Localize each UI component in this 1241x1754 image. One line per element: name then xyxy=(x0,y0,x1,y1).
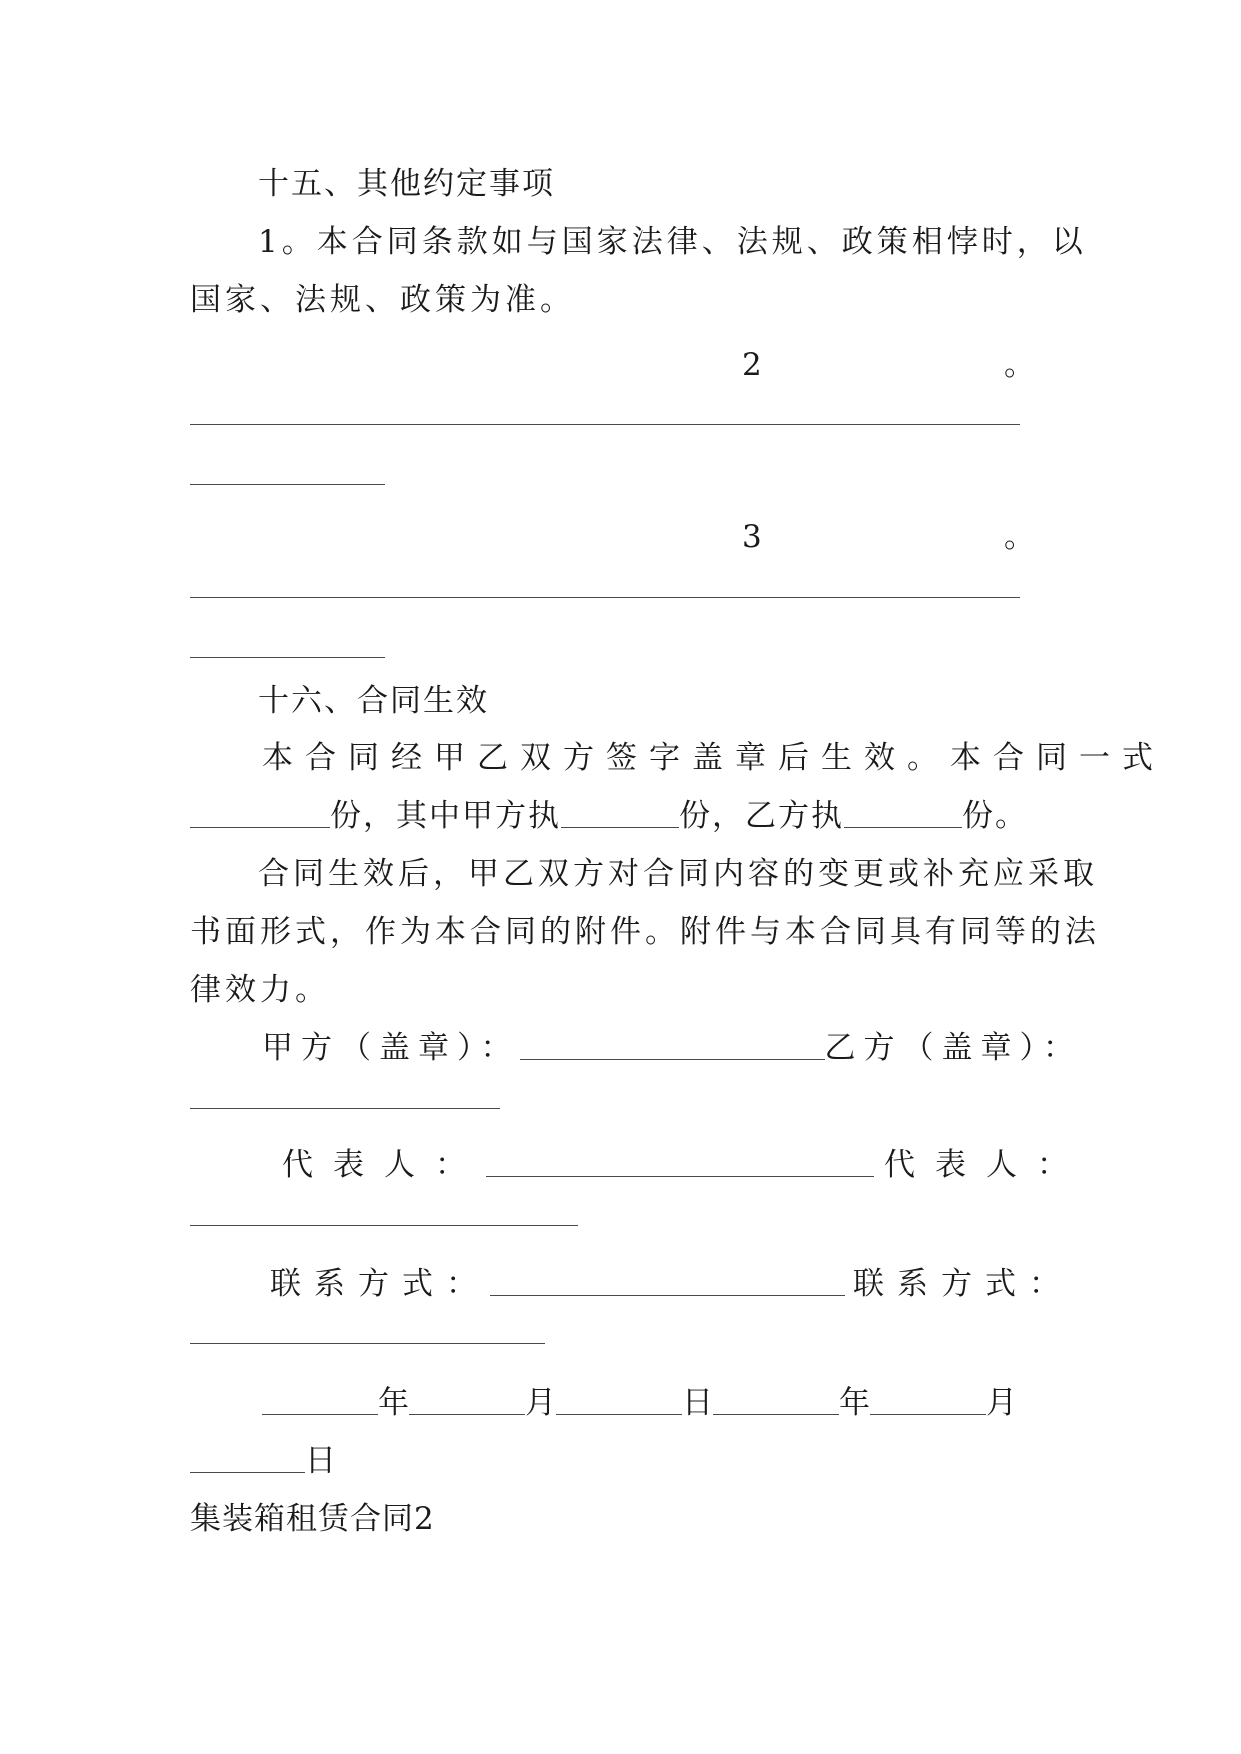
party-a-seal-blank xyxy=(520,1031,825,1060)
date-line xyxy=(262,1383,1122,1423)
party-b-month-label: 月 xyxy=(986,1385,1017,1421)
date-line-2 xyxy=(190,1441,1050,1481)
party-a-year-label: 年 xyxy=(378,1385,409,1421)
copies-text-2: 份，乙方执 xyxy=(679,798,844,834)
representative-b-label: 代表人： xyxy=(884,1147,1088,1183)
item-3-blank-line-1 xyxy=(190,597,1020,598)
party-a-day-label: 日 xyxy=(682,1385,713,1421)
section-16-para-1-text: 本合同经甲乙双方签字盖章后生效。本合同一式 xyxy=(262,740,1165,776)
contact-a-label: 联系方式： xyxy=(270,1266,490,1302)
copies-text-1: 份，其中甲方执 xyxy=(330,798,561,834)
section-15-item-1-line-2: 国家、法规、政策为准。 xyxy=(190,282,575,318)
representative-b-blank xyxy=(190,1225,578,1226)
contact-line xyxy=(270,1264,1130,1304)
section-15-heading: 十五、其他约定事项 xyxy=(258,166,555,202)
contact-a-blank xyxy=(490,1267,845,1296)
section-16-para-1-line-1 xyxy=(262,738,1165,778)
party-b-year-label: 年 xyxy=(839,1385,870,1421)
item-3-blank-line-2 xyxy=(190,657,385,658)
section-15-item-2-period: 。 xyxy=(1004,347,1035,383)
representative-a-label: 代表人： xyxy=(282,1147,486,1183)
party-a-year-blank xyxy=(262,1386,378,1415)
party-b-seal-blank xyxy=(190,1108,500,1109)
section-16-para-2-line-1: 合同生效后，甲乙双方对合同内容的变更或补充应采取 xyxy=(258,856,1098,892)
party-b-year-blank xyxy=(713,1386,839,1415)
party-a-copies-blank xyxy=(561,799,679,828)
seal-line xyxy=(262,1028,1122,1068)
party-b-day-blank xyxy=(190,1444,305,1473)
representative-a-blank xyxy=(486,1148,874,1177)
item-2-blank-line-2 xyxy=(190,484,385,485)
section-15-item-1-line-1: 1。本合同条款如与国家法律、法规、政策相悖时，以 xyxy=(258,224,1087,260)
copies-text-3: 份。 xyxy=(962,798,1028,834)
copies-line xyxy=(190,796,1050,836)
section-16-para-2-line-2: 书面形式，作为本合同的附件。附件与本合同具有同等的法 xyxy=(190,914,1100,950)
section-15-item-3-number: 3 xyxy=(742,519,762,555)
party-a-seal-label: 甲方（盖章）： xyxy=(262,1030,520,1066)
item-2-blank-line-1 xyxy=(190,424,1020,425)
section-16-heading: 十六、合同生效 xyxy=(258,683,489,719)
total-copies-blank xyxy=(190,799,330,828)
contact-b-label: 联系方式： xyxy=(853,1266,1073,1302)
party-b-seal-label: 乙方（盖章）： xyxy=(824,1030,1082,1066)
party-b-day-label: 日 xyxy=(305,1443,336,1479)
party-b-month-blank xyxy=(870,1386,986,1415)
contact-b-blank xyxy=(190,1343,545,1344)
party-a-day-blank xyxy=(556,1386,682,1415)
party-b-copies-blank xyxy=(844,799,962,828)
party-a-month-blank xyxy=(409,1386,525,1415)
next-contract-title: 集装箱租赁合同2 xyxy=(190,1501,435,1537)
section-15-item-2-number: 2 xyxy=(742,347,762,383)
section-16-para-2-line-3: 律效力。 xyxy=(190,972,330,1008)
representative-line xyxy=(282,1145,1142,1185)
section-15-item-3-period: 。 xyxy=(1004,519,1035,555)
party-a-month-label: 月 xyxy=(525,1385,556,1421)
